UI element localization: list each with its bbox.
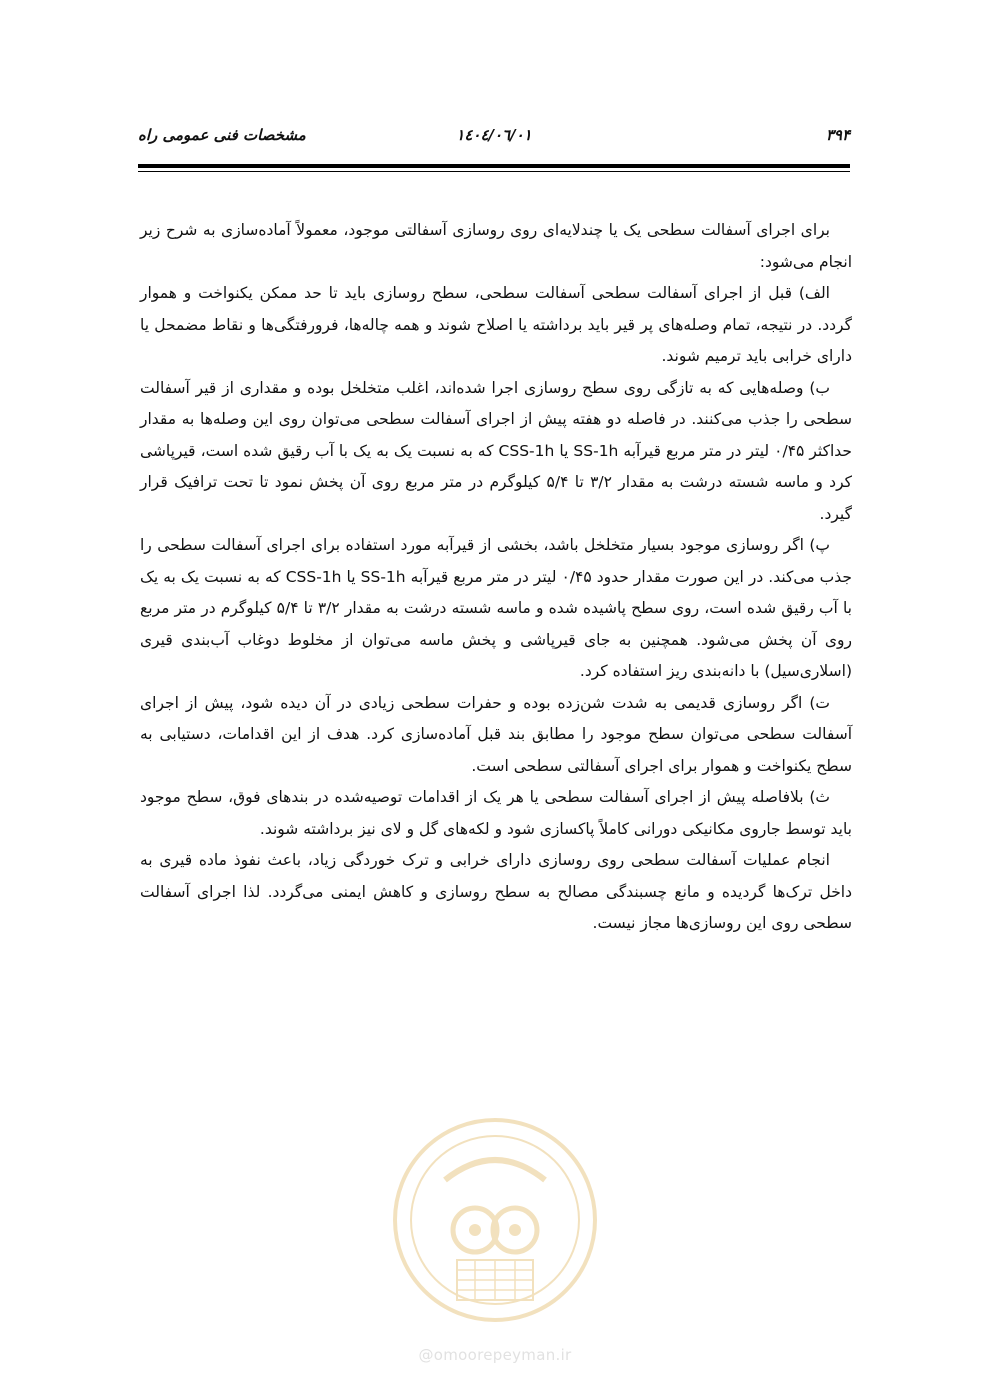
page-header xyxy=(138,126,850,154)
watermark-url: @omoorepeyman.ir xyxy=(418,1346,572,1364)
watermark-logo-icon xyxy=(385,1110,605,1340)
paragraph-pe: پ) اگر روسازی موجود بسیار متخلخل باشد، بخشی از قیرآبه مورد استفاده برای اجرای آسفالت سطحی را جذب می‌کند. در این صورت مقدار حدود ۰/۴۵ لیتر در متر مربع قیرآبه SS-1h یا CSS-1h که به نسبت یک به یک با آب رقیق شده است، روی سطح پاشیده شده و ماسه شسته درشت به مقدار ۳/۲ تا ۵/۴ کیلوگرم در متر مربع روی آن پخش می‌شود. همچنین به جای قیرپاشی و پخش ماسه می‌توان از مخلوط دوغاب آب‌بندی قیری (اسلاری‌سیل) با دانه‌بندی ریز استفاده کرد. xyxy=(140,536,852,680)
header-title: مشخصات فنی عمومی راه xyxy=(138,126,306,144)
paragraph-conclusion: انجام عملیات آسفالت سطحی روی روسازی دارای خرابی و ترک خوردگی زیاد، باعث نفوذ ماده قیری به داخل ترک‌ها گردیده و مانع چسبندگی مصالح به سطح روسازی و کاهش ایمنی می‌گردد. لذا اجرای آسفالت سطحی روی این روسازی‌ها مجاز نیست. xyxy=(140,851,852,932)
document-body xyxy=(140,215,852,940)
header-divider-thin xyxy=(138,171,850,172)
header-divider-thick xyxy=(138,164,850,168)
paragraph-te: ت) اگر روسازی قدیمی به شدت شن‌زده بوده و حفرات سطحی زیادی در آن دیده شود، پیش از اجرای آسفالت سطحی می‌توان سطح موجود را مطابق بند قبل آماده‌سازی کرد. هدف از این اقدامات، دستیابی به سطح یکنواخت و هموار برای اجرای آسفالتی سطحی است. xyxy=(140,693,852,775)
paragraph-be: ب) وصله‌هایی که به تازگی روی سطح روسازی اجرا شده‌اند، اغلب متخلخل بوده و مقداری از قیر آسفالت سطحی را جذب می‌کنند. در فاصله دو هفته پیش از اجرای آسفالت سطحی می‌توان روی این وصله‌ها به مقدار حداکثر ۰/۴۵ لیتر در متر مربع قیرآبه SS-1h یا CSS-1h که به نسبت یک به یک با آب رقیق شده است، قیرپاشی کرد و ماسه شسته درشت به مقدار ۳/۲ تا ۵/۴ کیلوگرم در متر مربع روی آن پخش نمود تا تحت ترافیک قرار گیرد. xyxy=(140,378,853,523)
page-number: ۳۹۴ xyxy=(825,126,850,144)
paragraph-intro: برای اجرای آسفالت سطحی یک یا چندلایه‌ای روی روسازی آسفالتی موجود، معمولاً آماده‌سازی به شرح زیر انجام می‌شود: xyxy=(140,221,852,271)
header-date: ۱٤٠٤/٠٦/٠۱ xyxy=(456,126,532,144)
paragraph-se: ث) بلافاصله پیش از اجرای آسفالت سطحی یا هر یک از اقدامات توصیه‌شده در بندهای فوق، سطح موجود باید توسط جاروی مکانیکی دورانی کاملاً پاکسازی شود و لکه‌های گل و لای نیز برداشته شوند. xyxy=(140,788,852,838)
watermark xyxy=(385,1110,605,1370)
paragraph-alef: الف) قبل از اجرای آسفالت سطحی آسفالت سطحی، سطح روسازی باید تا حد ممکن یکنواخت و هموار گردد. در نتیجه، تمام وصله‌های پر قیر باید برداشته یا اصلاح شوند و همه چاله‌ها، فرورفتگی‌ها و نقاط مضمحل یا دارای خرابی باید ترمیم شوند. xyxy=(140,284,852,365)
